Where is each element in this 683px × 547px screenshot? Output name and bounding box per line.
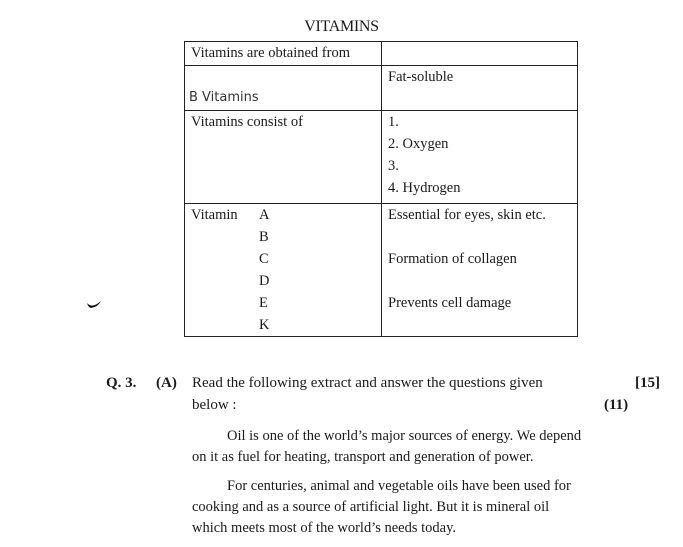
table-row (185, 66, 578, 111)
passage-line: cooking and as a source of artificial light. But it is mineral oil (192, 499, 550, 515)
page-title: VITAMINS (304, 18, 379, 35)
passage-line: For centuries, animal and vegetable oils have been used for (227, 478, 571, 494)
passage-line: on it as fuel for heating, transport and generation of power. (192, 449, 534, 465)
table-cell-elements (382, 111, 578, 204)
element-item: 3. (388, 158, 399, 174)
table-cell-blank (382, 42, 578, 66)
table-cell-vitamin-functions (382, 204, 578, 337)
function-item (388, 270, 571, 292)
vitamin-letter: C (259, 251, 269, 267)
vitamins-table (184, 41, 578, 337)
table-cell-fat-soluble: Fat-soluble (382, 66, 578, 111)
table-cell-vitamin-letters (185, 204, 382, 337)
table-cell-obtained-from: Vitamins are obtained from (185, 42, 382, 66)
question-instruction-cont: below : (192, 397, 237, 413)
vitamin-letter: E (259, 295, 268, 311)
table-row (185, 111, 578, 204)
vitamin-letter: A (259, 207, 270, 223)
element-item: 2. Oxygen (388, 136, 449, 152)
element-item: 1. (388, 114, 399, 130)
passage-line: which meets most of the world’s needs today. (192, 520, 457, 536)
vitamin-letter: B (259, 229, 269, 245)
question-number: Q. 3. (106, 375, 137, 391)
table-row (185, 42, 578, 66)
total-marks: [15] (635, 375, 660, 391)
function-item: Formation of collagen (388, 251, 517, 267)
vitamin-letter: K (259, 317, 270, 333)
function-item: Prevents cell damage (388, 295, 512, 311)
ink-mark (86, 300, 102, 310)
table-cell-b-vitamins (185, 66, 382, 111)
function-item (388, 226, 571, 248)
b-vitamins-text: B Vitamins (189, 90, 259, 105)
table-row (185, 204, 578, 337)
table-cell-consist-of: Vitamins consist of (185, 111, 382, 204)
passage-line: Oil is one of the world’s major sources of energy. We depend (227, 428, 582, 444)
question-instruction: Read the following extract and answer the questions given (192, 375, 543, 391)
element-item: 4. Hydrogen (388, 180, 461, 196)
question-part: (A) (156, 375, 177, 391)
function-item: Essential for eyes, skin etc. (388, 207, 546, 223)
function-item (388, 314, 571, 336)
vitamin-letter: D (259, 273, 270, 289)
vitamin-label: Vitamin (191, 207, 238, 223)
part-marks: (11) (604, 397, 629, 413)
